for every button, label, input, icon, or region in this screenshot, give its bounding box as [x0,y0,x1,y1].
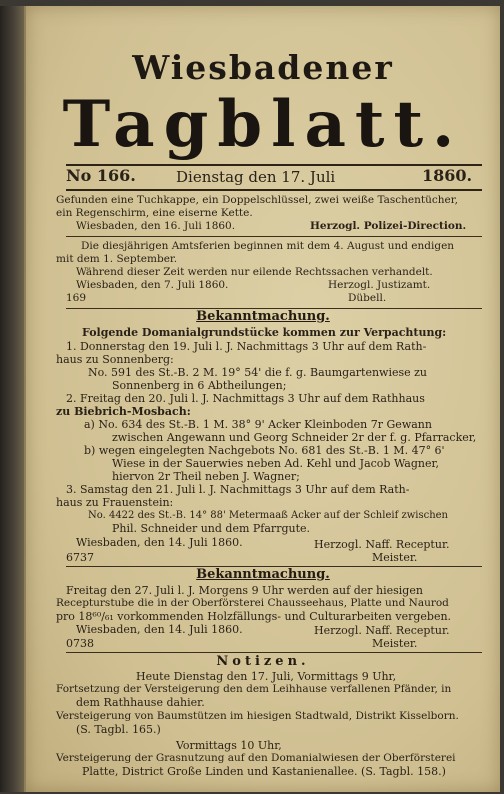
notizen-line-5: (S. Tagbl. 165.) [76,723,161,736]
ferien-authority: Herzogl. Justizamt. [328,279,431,291]
ferien-line-3: Während dieser Zeit werden nur eilende Rechtssachen verhandelt. [76,266,433,278]
notizen-line-7: Versteigerung der Grasnutzung auf den Domanialwiesen der Oberförsterei [56,752,456,764]
divider [66,236,482,237]
notice1-line-9: zwischen Angewann und Georg Schneider 2r der f. g. Pfarracker, [112,431,477,444]
notice1-line-4: No. 591 des St.-B. 2 M. 19° 54' die f. g. Baumgartenwiese zu [88,366,428,379]
masthead-title: Tagblatt. [62,87,464,162]
ferien-line-2: mit dem 1. September. [56,253,178,265]
ferien-date: Wiesbaden, den 7. Juli 1860. [76,279,229,291]
notice2-line-1: Freitag den 27. Juli l. J. Morgens 9 Uhr werden auf der hiesigen [66,584,423,597]
ferien-line-1: Die diesjährigen Amtsferien beginnen mit dem 4. August und endigen [81,240,455,252]
notice1-authority: Herzogl. Naff. Receptur. [314,538,450,551]
notizen-line-6: Vormittags 10 Uhr, [176,739,282,752]
notice2-ref: 0738 [66,637,94,650]
issue-year: 1860. [422,166,473,185]
ferien-ref: 169 [66,292,87,304]
notice1-line-16: Phil. Schneider und dem Pfarrgute. [112,522,310,535]
divider [66,652,482,653]
notice-heading: Bekanntmachung. [196,567,330,582]
notice2-line-2: Recepturstube die in der Oberförsterei Chausseehaus, Platte und Naurod [56,597,449,609]
issue-number: No 166. [66,166,136,185]
notice1-line-1: Folgende Domanialgrundstücke kommen zur Verpachtung: [82,326,447,339]
notizen-line-3: dem Rathhause dahier. [76,696,205,709]
ferien-signature: Dübell. [348,292,387,304]
notice1-line-5: Sonnenberg in 6 Abtheilungen; [112,379,287,392]
notizen-heading: Notizen. [216,654,310,669]
found-line-2: ein Regenschirm, eine eiserne Kette. [56,207,253,219]
book-spine-edge [0,6,24,792]
masthead-city: Wiesbadener [132,48,394,87]
notizen-line-1: Heute Dienstag den 17. Juli, Vormittags 9 Uhr, [136,670,397,683]
notizen-line-2: Fortsetzung der Versteigerung den dem Leihhause verfallenen Pfänder, in [56,683,452,695]
notice2-date: Wiesbaden, den 14. Juli 1860. [76,623,243,636]
notice2-signature: Meister. [372,637,418,650]
masthead-rule-bottom [66,189,482,191]
found-line-1: Gefunden eine Tuchkappe, ein Doppelschlüssel, zwei weiße Taschentücher, [56,194,458,206]
notice1-line-10: b) wegen eingelegten Nachgebots No. 681 des St.-B. 1 M. 47° 6' [84,444,445,457]
notizen-line-4: Versteigerung von Baumstützen im hiesigen Stadtwald, Distrikt Kisselborn. [56,710,459,722]
notice2-line-3: pro 18⁶⁰/₆₁ vorkommenden Holzfällungs- und Culturarbeiten vergeben. [56,610,452,623]
found-authority: Herzogl. Polizei-Direction. [310,220,467,232]
notice1-line-12: hiervon 2r Theil neben J. Wagner; [112,470,300,483]
notice1-signature: Meister. [372,551,418,564]
found-date: Wiesbaden, den 16. Juli 1860. [76,220,236,232]
notice1-line-3: haus zu Sonnenberg: [56,353,174,366]
notice1-date: Wiesbaden, den 14. Juli 1860. [76,536,243,549]
issue-date: Dienstag den 17. Juli [176,168,336,186]
notice1-line-13: 3. Samstag den 21. Juli l. J. Nachmittags 3 Uhr auf dem Rath- [66,483,410,496]
notice1-line-11: Wiese in der Sauerwies neben Ad. Kehl und Jacob Wagner, [112,457,440,470]
notice1-line-6: 2. Freitag den 20. Juli l. J. Nachmittags 3 Uhr auf dem Rathhaus [66,392,425,405]
notice1-ref: 6737 [66,551,94,564]
notice1-line-2: 1. Donnerstag den 19. Juli l. J. Nachmittags 3 Uhr auf dem Rath- [66,340,427,353]
notice1-line-14: haus zu Frauenstein: [56,496,174,509]
notice2-authority: Herzogl. Naff. Receptur. [314,624,450,637]
notice1-line-15: No. 4422 des St.-B. 14° 88' Metermaaß Acker auf der Schleif zwischen [88,510,448,521]
notice1-line-7: zu Biebrich-Mosbach: [56,405,191,418]
notice1-line-8: a) No. 634 des St.-B. 1 M. 38° 9' Acker Kleinboden 7r Gewann [84,418,432,431]
newspaper-page [24,6,500,792]
notizen-line-8: Platte, District Große Linden und Kastanienallee. (S. Tagbl. 158.) [82,765,446,778]
notice-heading: Bekanntmachung. [196,309,330,324]
